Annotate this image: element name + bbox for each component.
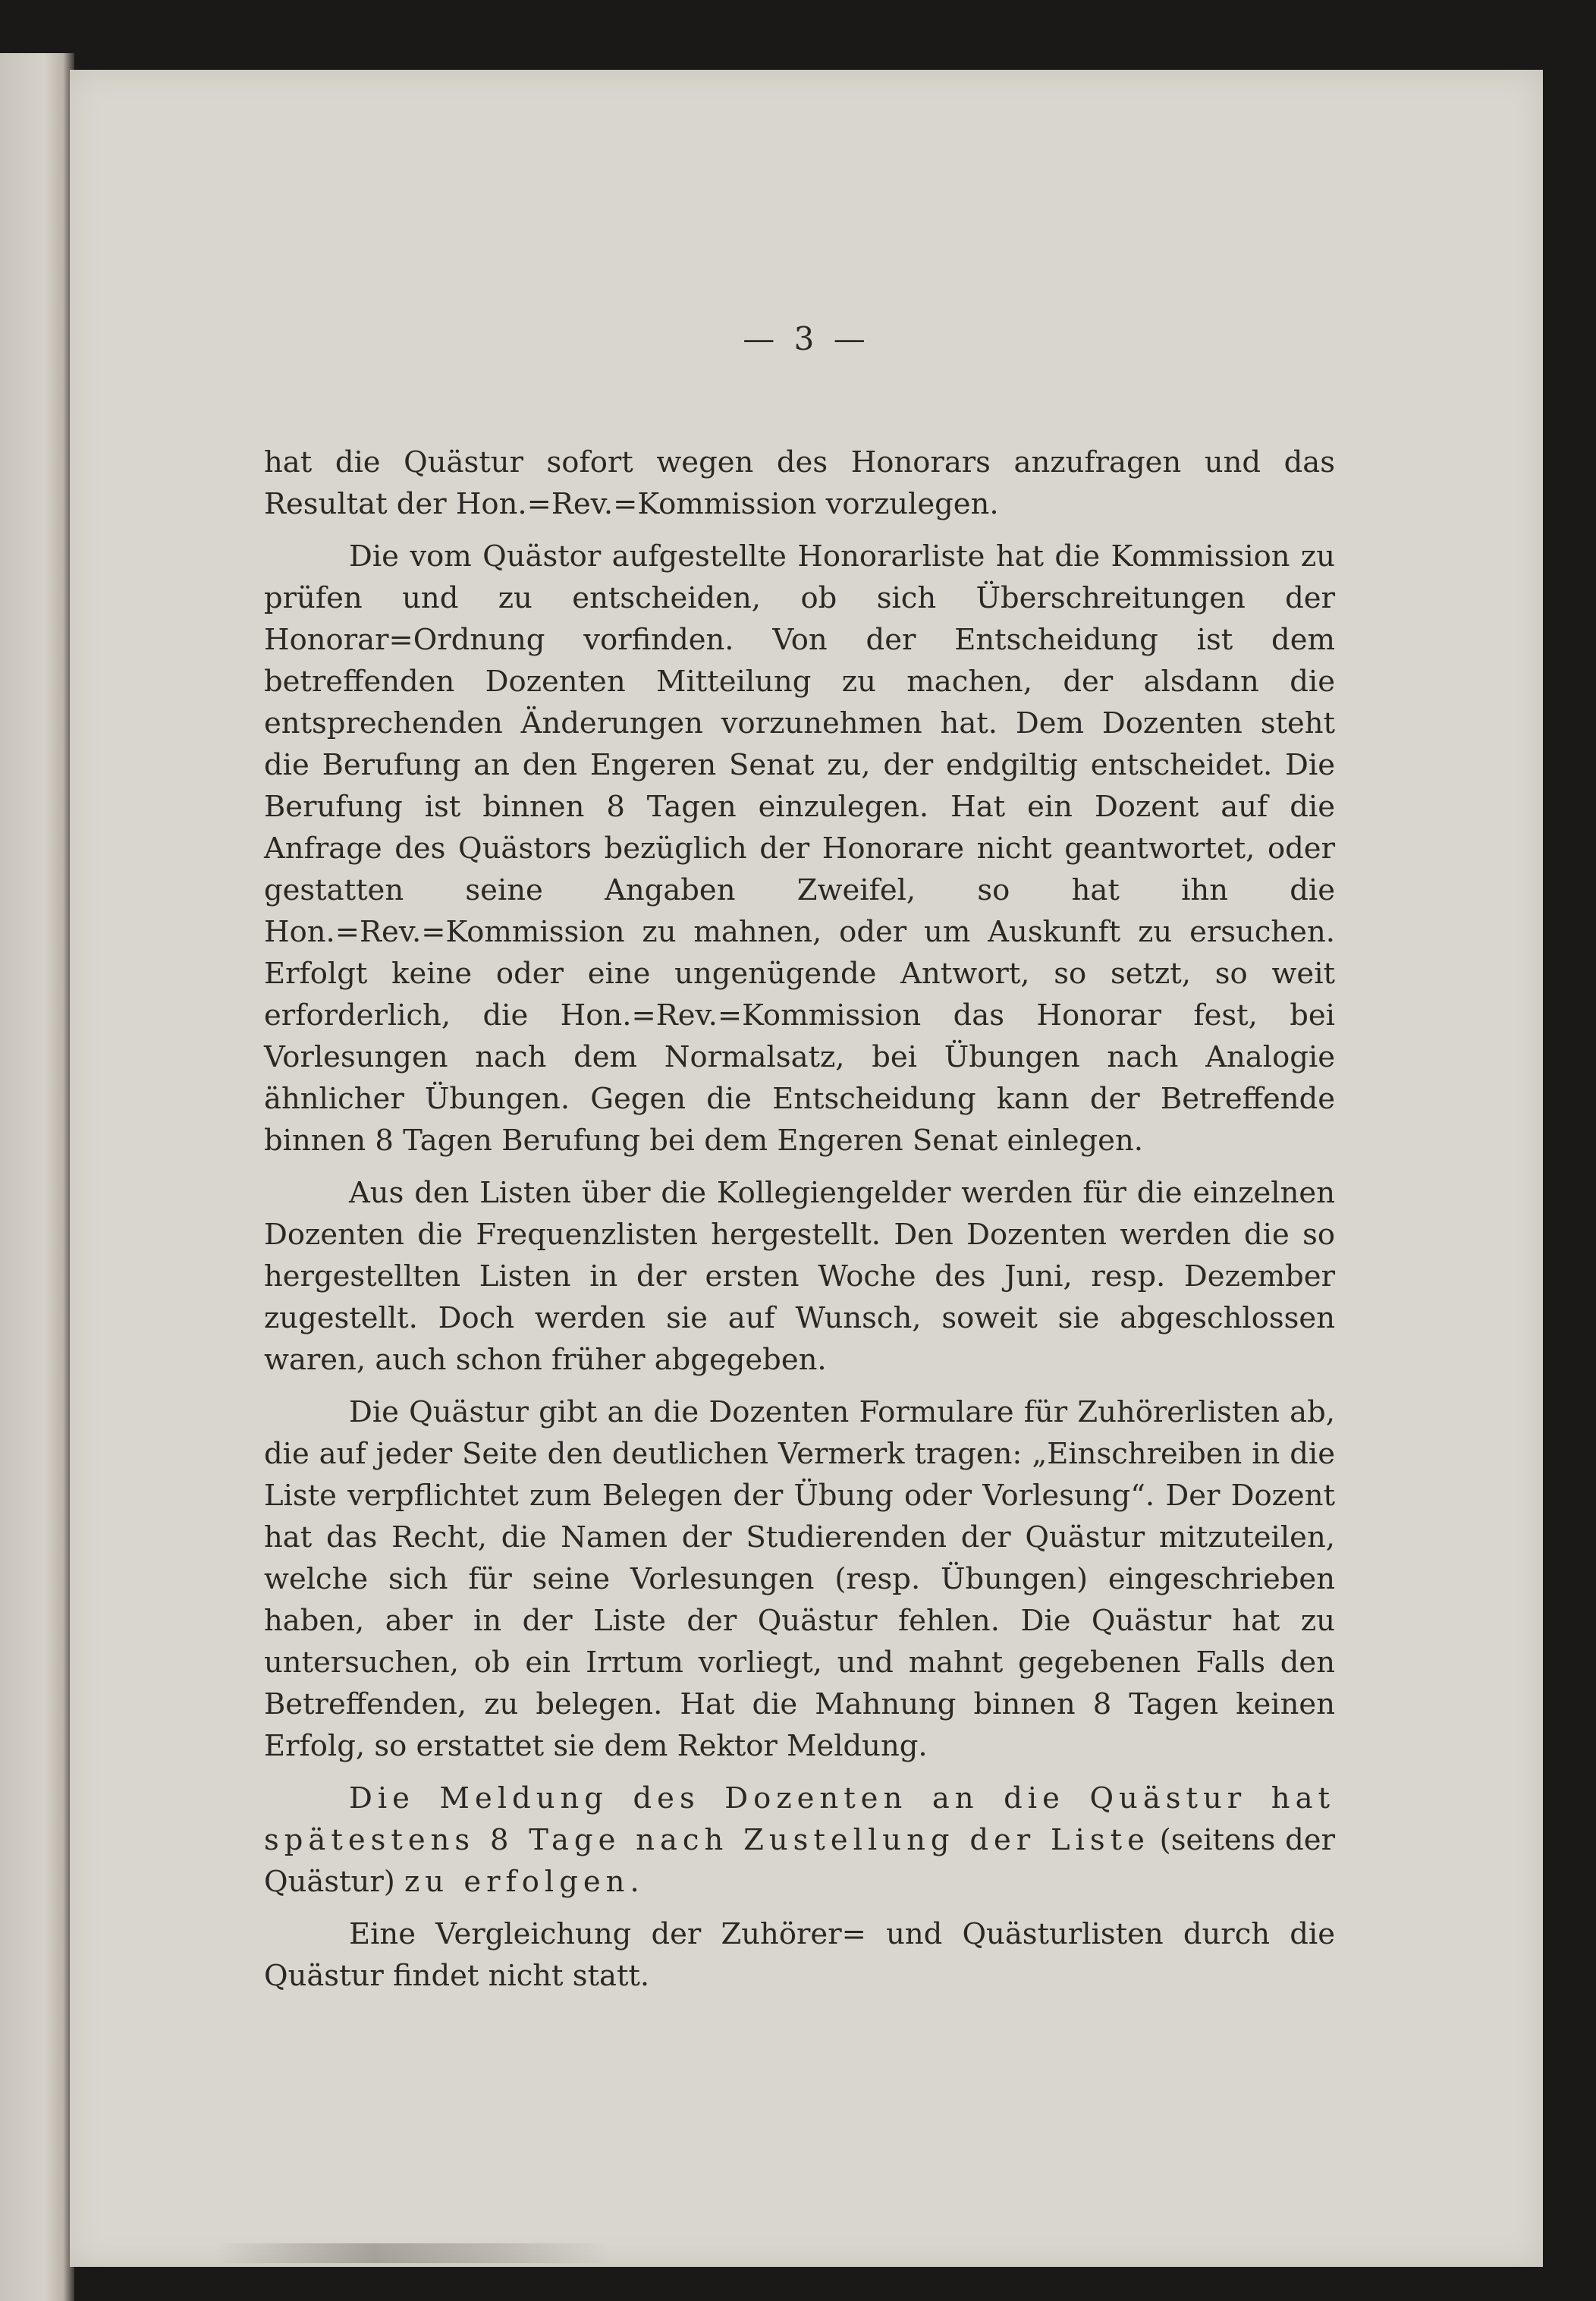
facing-page-edge	[0, 53, 74, 2301]
spaced-emphasis-text: Die Meldung des Dozenten an die Quästur hat spätestens 8 Tage nach Zustellung der Liste	[264, 1781, 1335, 1857]
paragraph-2: Die vom Quästor aufgestellte Honorarliste hat die Kommission zu prüfen und zu entscheiden, ob sich Überschreitungen der Honorar=Ordnung vorfinden. Von der Entscheidung ist dem betreffenden Dozenten Mitteilung zu machen, der alsdann die entsprechenden Änderungen vorzunehmen hat. Dem Dozenten steht die Berufung an den Engeren Senat zu, der endgiltig entscheidet. Die Berufung ist binnen 8 Tagen einzulegen. Hat ein Dozent auf die Anfrage des Quästors bezüglich der Honorare nicht geantwortet, oder gestatten seine Angaben Zweifel, so hat ihn die Hon.=Rev.=Kommission zu mahnen, oder um Auskunft zu ersuchen. Erfolgt keine oder eine ungenügende Antwort, so setzt, so weit erforderlich, die Hon.=Rev.=Kommission das Honorar fest, bei Vorlesungen nach dem Normalsatz, bei Übungen nach Analogie ähnlicher Übungen. Gegen die Entscheidung kann der Betreffende binnen 8 Tagen Berufung bei dem Engeren Senat einlegen.	[264, 539, 1335, 1158]
parenthetical-text: (seitens der Quästur)	[264, 1823, 1335, 1899]
paragraph-5	[264, 1778, 1335, 1903]
page-smudge	[215, 2243, 610, 2263]
paragraph-3: Aus den Listen über die Kollegiengelder werden für die einzelnen Dozenten die Frequenzlisten hergestellt. Den Dozenten werden die so hergestellten Listen in der ersten Woche des Juni, resp. Dezember zugestellt. Doch werden sie auf Wunsch, soweit sie abgeschlossen waren, auch schon früher abgegeben.	[264, 1176, 1335, 1377]
paragraph-6: Eine Vergleichung der Zuhörer= und Quästurlisten durch die Quästur findet nicht statt.	[264, 1917, 1335, 1993]
body-text	[264, 442, 1335, 2007]
paragraph-4: Die Quästur gibt an die Dozenten Formulare für Zuhörerlisten ab, die auf jeder Seite den deutlichen Vermerk tragen: „Einschreiben in die Liste verpflichtet zum Belegen der Übung oder Vorlesung“. Der Dozent hat das Recht, die Namen der Studierenden der Quästur mitzuteilen, welche sich für seine Vorlesungen (resp. Übungen) eingeschrieben haben, aber in der Liste der Quästur fehlen. Die Quästur hat zu untersuchen, ob ein Irrtum vorliegt, und mahnt gegebenen Falls den Betreffenden, zu belegen. Hat die Mahnung binnen 8 Tagen keinen Erfolg, so erstattet sie dem Rektor Meldung.	[264, 1395, 1335, 1763]
paragraph-1: hat die Quästur sofort wegen des Honorars anzufragen und das Resultat der Hon.=Rev.=Kommission vorzulegen.	[264, 445, 1335, 521]
page-number: — 3 —	[743, 320, 870, 357]
spaced-emphasis-end: zu erfolgen.	[404, 1865, 645, 1899]
document-page	[70, 70, 1543, 2267]
